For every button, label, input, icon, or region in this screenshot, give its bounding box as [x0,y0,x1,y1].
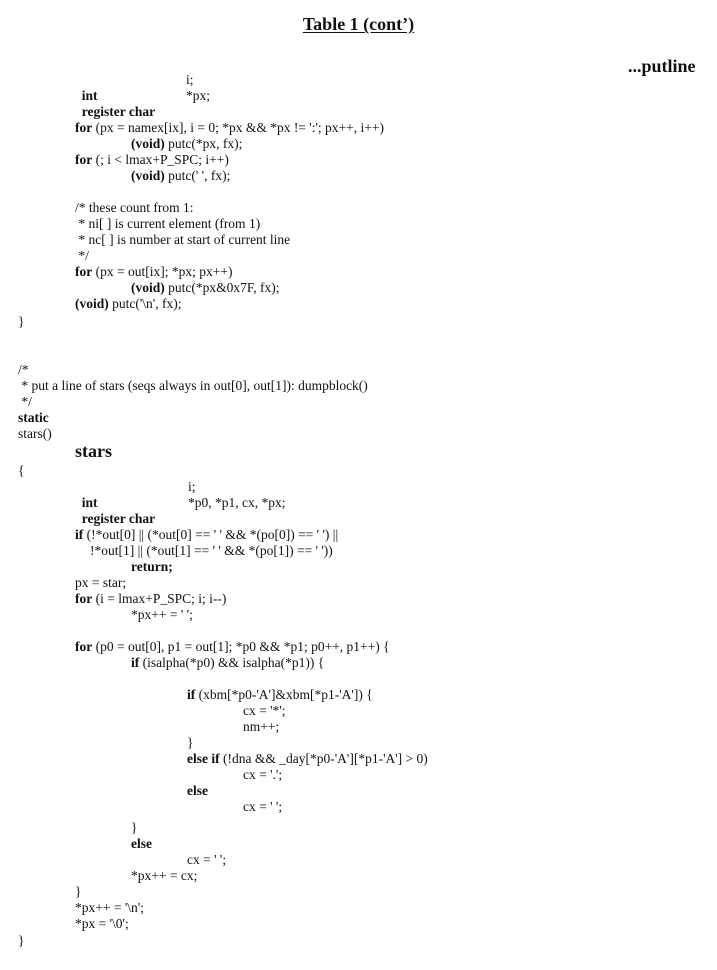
code-brace: } [18,314,25,329]
keyword: for [75,639,93,654]
code-line [131,168,230,184]
code-text: i; [188,479,196,494]
code-line [187,687,373,703]
code-text: i; [186,72,194,87]
code-keyword-static: static [18,410,49,425]
code-comment: */ [18,394,32,409]
code-comment: /* these count from 1: [75,200,194,215]
code-text: (p0 = out[0], p1 = out[1]; *p0 && *p1; p0++, p1++) { [92,639,390,654]
code-line [75,527,338,543]
code-line [75,120,384,136]
code-text: (px = out[ix]; *px; px++) [92,264,233,279]
keyword: if [131,655,140,670]
code-line [75,88,211,119]
keyword: else if [187,751,220,766]
keyword: int [81,88,98,103]
table-title: Table 1 (cont’) [302,14,415,34]
code-text: (; i < lmax+P_SPC; i++) [92,152,229,167]
code-line: *px++ = cx; [131,868,198,883]
code-keyword-return: return; [131,559,173,574]
code-brace: } [75,884,82,899]
code-comment: * put a line of stars (seqs always in out[0], out[1]): dumpblock() [18,378,368,393]
code-line: *px++ = '\n'; [75,900,144,915]
code-comment: * nc[ ] is number at start of current line [75,232,291,247]
code-text: putc('\n', fx); [108,296,182,311]
code-line [131,655,324,671]
keyword: register char [81,104,156,119]
code-text: (isalpha(*p0) && isalpha(*p1)) { [139,655,325,670]
code-line: px = star; [75,575,127,590]
code-text: (!*out[0] || (*out[0] == ' ' && *(po[0]) == ' ') || [83,527,339,542]
code-line: *px = '\0'; [75,916,129,931]
code-text: (!dna && _day[*p0-'A'][*p1-'A'] > 0) [219,751,428,766]
keyword: if [75,527,84,542]
keyword: int [81,495,98,510]
code-text: putc(*px&0x7F, fx); [164,280,280,295]
code-keyword-else: else [187,783,208,798]
code-comment: /* [18,362,29,377]
code-line: !*out[1] || (*out[1] == ' ' && *(po[1]) == ' ')) [90,543,333,558]
code-line [75,591,226,607]
code-line: nm++; [243,719,280,734]
code-text: (xbm[*p0-'A']&xbm[*p1-'A']) { [195,687,373,702]
keyword: for [75,264,93,279]
keyword: for [75,152,93,167]
code-brace: { [18,463,25,478]
code-line [187,751,428,767]
code-line [131,280,280,296]
code-line [75,264,232,280]
code-line: *px++ = ' '; [131,607,193,622]
code-line: cx = ' '; [187,852,227,867]
code-text: *px; [186,88,211,103]
keyword: (void) [75,296,109,311]
code-line [75,72,194,103]
code-line [75,495,286,526]
section-label-putline: ...putline [628,56,696,76]
code-text: *p0, *p1, cx, *px; [188,495,286,510]
code-function-name: stars() [18,426,52,441]
code-line [75,152,229,168]
keyword: (void) [131,136,165,151]
code-text: (i = lmax+P_SPC; i; i--) [92,591,227,606]
code-keyword-else: else [131,836,152,851]
code-text: putc(*px, fx); [164,136,243,151]
code-comment: * ni[ ] is current element (from 1) [75,216,261,231]
keyword: (void) [131,168,165,183]
code-comment: */ [75,248,89,263]
code-line [131,136,242,152]
keyword: (void) [131,280,165,295]
keyword: if [187,687,196,702]
keyword: for [75,591,93,606]
code-line: cx = ' '; [243,799,283,814]
code-brace: } [187,735,194,750]
code-line: cx = '*'; [243,703,286,718]
keyword: register char [81,511,156,526]
code-text: (px = namex[ix], i = 0; *px && *px != ':'; px++, i++) [92,120,385,135]
code-line: cx = '.'; [243,767,283,782]
code-line [75,296,181,312]
keyword: for [75,120,93,135]
code-brace: } [131,820,138,835]
code-line [75,639,390,655]
code-line [75,479,196,510]
code-text: putc(' ', fx); [164,168,231,183]
code-brace: } [18,933,25,948]
section-label-stars: stars [75,441,112,461]
